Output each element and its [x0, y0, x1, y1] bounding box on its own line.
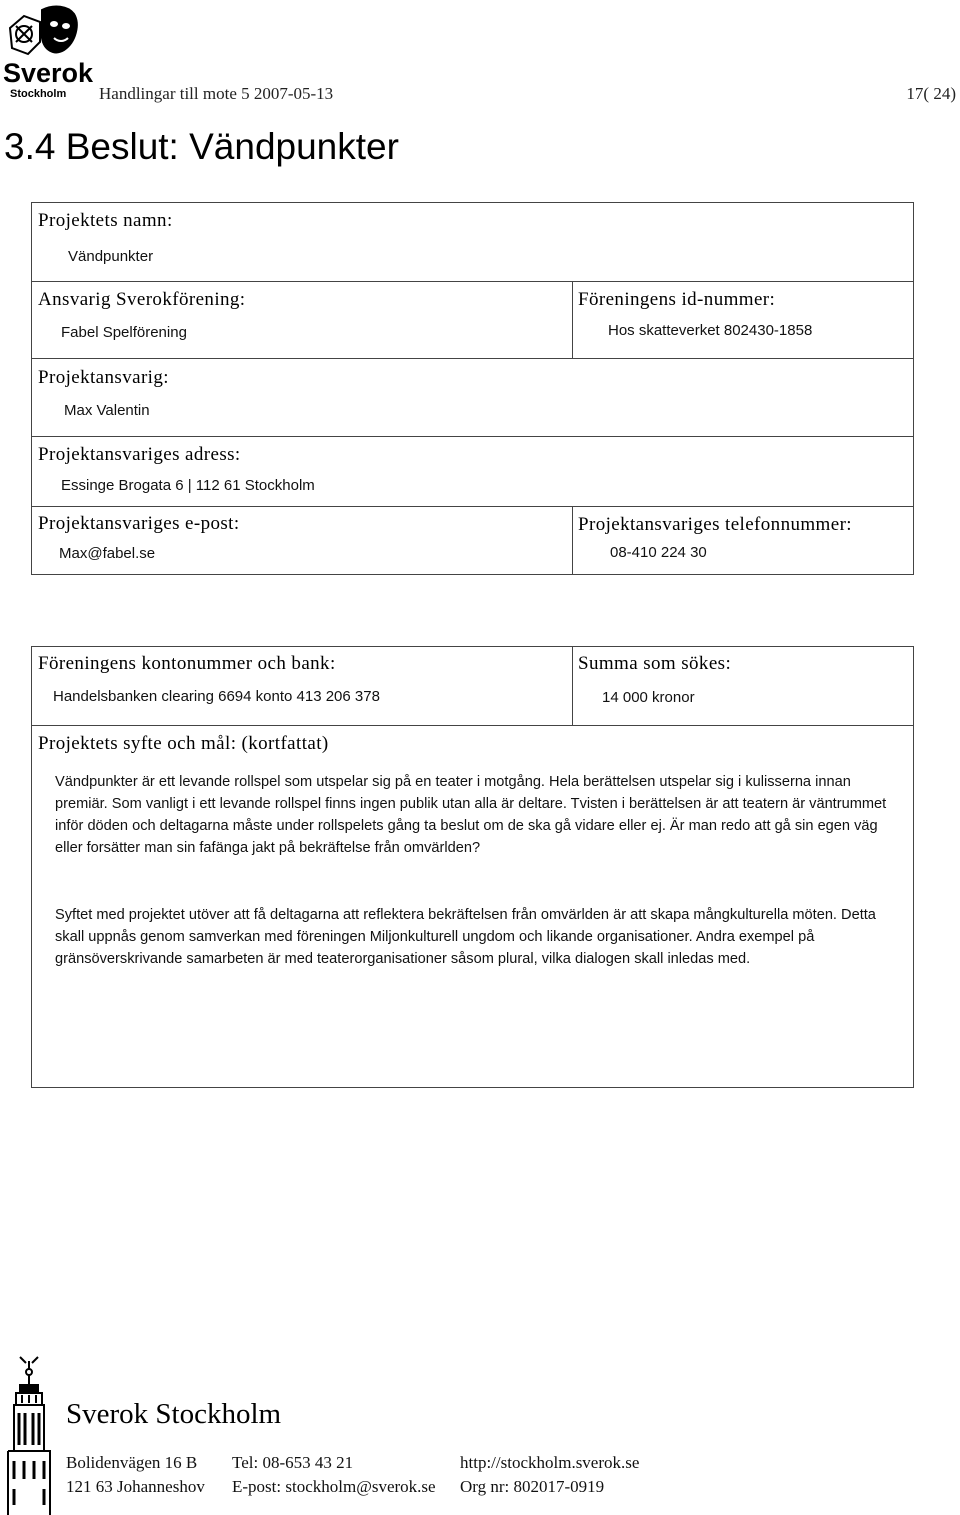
footer-postal: 121 63 Johanneshov	[66, 1477, 205, 1496]
id-number-value: Hos skatteverket 802430-1858	[608, 322, 813, 339]
masks-icon	[10, 7, 77, 54]
purpose-paragraph-1: Vändpunkter är ett levande rollspel som utspelar sig på en teater i motgång. Hela berättelsen utspelar sig i kulisserna innan premiär. Som vanligt i ett levande rollspel finns ingen publik utan alla är deltare. Tvisten i berättelsen är att teatern är väntrummet inför döden och deltagarna måste under rollspelets gång ta beslut om de ska gå vidare eller ej. Är man redo att gå sin egen väg eller forsätter man sin fafänga jakt på bekräftelse från omvärlden?	[55, 774, 887, 856]
responsible-value: Max Valentin	[64, 402, 150, 419]
account-value: Handelsbanken clearing 6694 konto 413 206 378	[53, 688, 380, 705]
amount-value: 14 000 kronor	[602, 689, 695, 706]
document-header: Handlingar till mote 5 2007-05-13	[99, 84, 334, 103]
sverok-logo	[2, 2, 94, 100]
footer-website-link[interactable]: http://stockholm.sverok.se	[460, 1453, 640, 1472]
footer-org-number: Org nr: 802017-0919	[460, 1477, 605, 1496]
amount-label: Summa som sökes:	[578, 653, 732, 674]
id-number-label: Föreningens id-nummer:	[578, 289, 776, 310]
phone-label: Projektansvariges telefonnummer:	[578, 514, 852, 535]
association-label: Ansvarig Sverokförening:	[38, 289, 246, 310]
purpose-label: Projektets syfte och mål: (kortfattat)	[38, 733, 329, 754]
project-name-label: Projektets namn:	[38, 210, 173, 231]
address-value: Essinge Brogata 6 | 112 61 Stockholm	[61, 477, 315, 494]
page-number: 17( 24)	[906, 84, 956, 103]
association-value: Fabel Spelförening	[61, 324, 187, 341]
footer-phone: Tel: 08-653 43 21	[232, 1453, 354, 1472]
logo-text: Sverok	[3, 58, 94, 88]
footer-org-name: Sverok Stockholm	[66, 1398, 282, 1430]
project-name-value: Vändpunkter	[68, 248, 154, 265]
funding-form	[31, 646, 914, 1088]
city-hall-tower-icon	[2, 1355, 60, 1515]
phone-value: 08-410 224 30	[610, 544, 707, 561]
footer-street: Bolidenvägen 16 B	[66, 1453, 198, 1472]
page-title: 3.4 Beslut: Vändpunkter	[4, 126, 399, 167]
project-info-form	[31, 202, 914, 575]
email-value: Max@fabel.se	[59, 545, 156, 562]
email-label: Projektansvariges e-post:	[38, 513, 240, 534]
account-label: Föreningens kontonummer och bank:	[38, 653, 336, 674]
responsible-label: Projektansvarig:	[38, 367, 169, 388]
purpose-paragraph-2: Syftet med projektet utöver att få deltagarna att reflektera bekräftelsen från omvärlden är att skapa mångkulturella möten. Detta skall uppnås genom samverkan med föreningen Miljonkulturell ungdom och likande organisationer. Andra exempel på gränsöverskrivande samarbeten är med teaterorganisationer såsom plural, vilka dialogen skall inledas med.	[55, 907, 876, 967]
footer-email[interactable]: E-post: stockholm@sverok.se	[232, 1477, 436, 1496]
logo-subtext: Stockholm	[10, 88, 67, 100]
address-label: Projektansvariges adress:	[38, 444, 241, 465]
